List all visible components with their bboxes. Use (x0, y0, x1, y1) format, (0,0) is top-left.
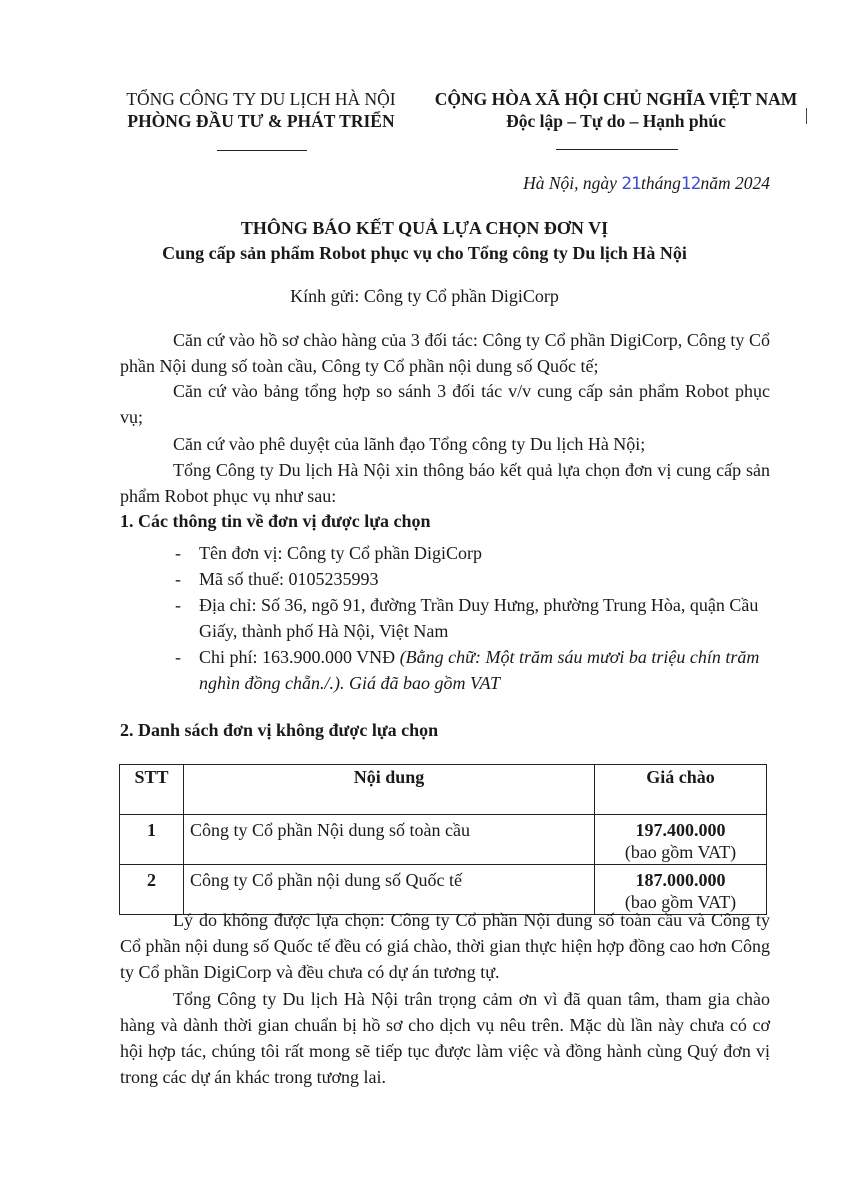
list-item: - Chi phí: 163.900.000 VNĐ (Bằng chữ: Một trăm sáu mươi ba triệu chín trăm nghìn đồng chẵn./.). Giá đã bao gồm VAT (175, 647, 760, 693)
row-stt: 2 (120, 865, 184, 915)
date-day-handwritten: 21 (621, 174, 641, 194)
row-price-note: (bao gồm VAT) (624, 842, 737, 862)
table-row (120, 815, 767, 865)
column-header-stt: STT (120, 765, 184, 815)
row-content: Công ty Cổ phần nội dung số Quốc tế (184, 865, 595, 915)
column-header-price: Giá chào (595, 765, 767, 815)
date-month-handwritten: 12 (680, 174, 701, 194)
section-1-title: 1. Các thông tin về đơn vị được lựa chọn (120, 511, 431, 531)
scan-artifact (806, 108, 807, 124)
national-header (418, 88, 814, 132)
org-line-1: TỔNG CÔNG TY DU LỊCH HÀ NỘI (126, 89, 396, 109)
list-item: - Địa chỉ: Số 36, ngõ 91, đường Trần Duy Hưng, phường Trung Hòa, quận Cầu Giấy, thành phố Hà Nội, Việt Nam (175, 595, 759, 641)
row-price: 187.000.000 (635, 870, 726, 890)
section-2-title: 2. Danh sách đơn vị không được lựa chọn (120, 720, 439, 740)
date-prefix: Hà Nội, ngày (523, 173, 617, 193)
rejection-reason: Lý do không được lựa chọn: Công ty Cổ phần Nội dung số toàn cầu và Công ty Cổ phần nội dung số Quốc tế đều có giá chào, thời gian thực hiện hợp đồng cao hơn Công ty Cổ phần DigiCorp và đều chưa có dự án tương tự. (120, 910, 770, 982)
date-line (523, 173, 770, 194)
row-price-cell (595, 815, 767, 865)
header-left-divider (217, 150, 307, 151)
date-month-word: tháng (640, 173, 681, 193)
intro-paragraph-4: Tổng Công ty Du lịch Hà Nội xin thông báo kết quả lựa chọn đơn vị cung cấp sản phẩm Robot phục vụ như sau: (120, 460, 770, 506)
row-content: Công ty Cổ phần Nội dung số toàn cầu (184, 815, 595, 865)
cost-in-words: (Bằng chữ: Một trăm sáu mươi ba triệu chín trăm nghìn đồng chẵn./.). Giá đã bao gồm VAT (199, 647, 760, 693)
row-stt: 1 (120, 815, 184, 865)
rejected-units-table (119, 764, 767, 915)
table-header-row (120, 765, 767, 815)
org-line-2: PHÒNG ĐẦU TƯ & PHÁT TRIỂN (127, 111, 395, 131)
issuing-organization (96, 88, 426, 132)
row-price-note: (bao gồm VAT) (624, 892, 737, 912)
selected-unit-details (175, 540, 775, 696)
header-right-divider (556, 149, 678, 150)
cost: Chi phí: 163.900.000 VNĐ (199, 647, 396, 667)
document-subtitle: Cung cấp sản phẩm Robot phục vụ cho Tổng công ty Du lịch Hà Nội (162, 243, 687, 263)
closing-paragraph: Tổng Công ty Du lịch Hà Nội trân trọng cảm ơn vì đã quan tâm, tham gia chào hàng và dành thời gian chuẩn bị hồ sơ cho dịch vụ nêu trên. Mặc dù lần này chưa có cơ hội hợp tác, chúng tôi rất mong sẽ tiếp tục được làm việc và đồng hành cùng Quý đơn vị trong các dự án khác trong tương lai. (120, 989, 770, 1087)
tax-code: Mã số thuế: 0105235993 (199, 569, 379, 589)
nation-line-2: Độc lập – Tự do – Hạnh phúc (506, 111, 726, 131)
document-title: THÔNG BÁO KẾT QUẢ LỰA CHỌN ĐƠN VỊ (240, 218, 609, 238)
intro-paragraph-2: Căn cứ vào bảng tổng hợp so sánh 3 đối tác v/v cung cấp sản phẩm Robot phục vụ; (120, 381, 770, 427)
recipient-line: Kính gửi: Công ty Cổ phần DigiCorp (290, 286, 559, 306)
row-price: 197.400.000 (635, 820, 726, 840)
intro-paragraph-3: Căn cứ vào phê duyệt của lãnh đạo Tổng công ty Du lịch Hà Nội; (173, 434, 646, 454)
list-item: - Tên đơn vị: Công ty Cổ phần DigiCorp (175, 543, 483, 563)
address: Địa chỉ: Số 36, ngõ 91, đường Trần Duy Hưng, phường Trung Hòa, quận Cầu Giấy, thành phố Hà Nội, Việt Nam (199, 595, 759, 641)
nation-line-1: CỘNG HÒA XÃ HỘI CHỦ NGHĨA VIỆT NAM (434, 89, 798, 109)
list-item: - Mã số thuế: 0105235993 (175, 569, 379, 589)
unit-name: Tên đơn vị: Công ty Cổ phần DigiCorp (199, 543, 483, 563)
intro-paragraph-1: Căn cứ vào hồ sơ chào hàng của 3 đối tác: Công ty Cổ phần DigiCorp, Công ty Cổ phần Nội dung số toàn cầu, Công ty Cổ phần nội dung số Quốc tế; (120, 330, 770, 376)
column-header-content: Nội dung (184, 765, 595, 815)
date-suffix: năm 2024 (700, 173, 770, 193)
